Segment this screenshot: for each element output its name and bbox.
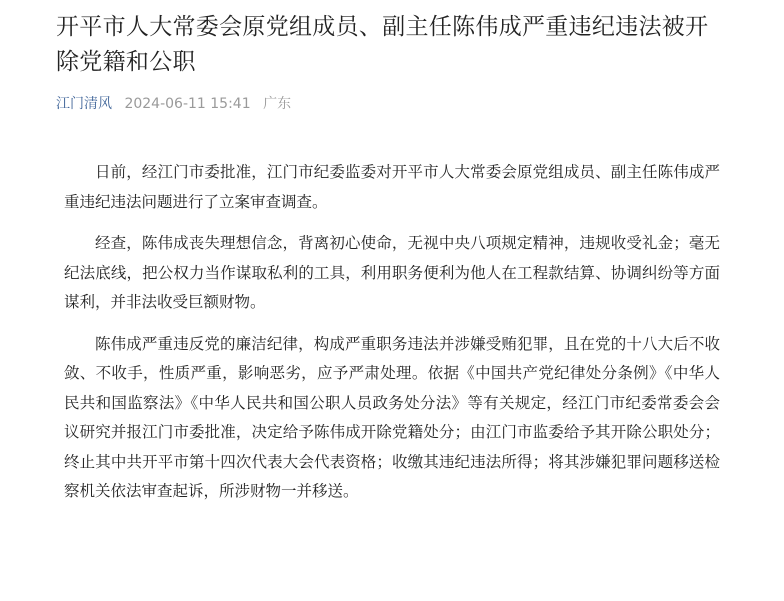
article-paragraph: 陈伟成严重违反党的廉洁纪律，构成严重职务违法并涉嫌受贿犯罪，且在党的十八大后不收敛、不收手，性质严重，影响恶劣，应予严肃处理。依据《中国共产党纪律处分条例》《中华人民共和国监察法》《中华人民共和国公职人员政务处分法》等有关规定，经江门市纪委常委会会议研究并报江门市委批准，决定给予陈伟成开除党籍处分；由江门市监委给予其开除公职处分；终止其中共开平市第十四次代表大会代表资格；收缴其违纪违法所得；将其涉嫌犯罪问题移送检察机关依法审查起诉，所涉财物一并移送。 <box>64 334 720 500</box>
article-meta <box>56 94 728 114</box>
article-source[interactable]: 江门清风 <box>56 96 112 112</box>
article-datetime: 2024-06-11 15:41 <box>124 96 251 112</box>
article-title: 开平市人大常委会原党组成员、副主任陈伟成严重违纪违法被开除党籍和公职 <box>56 14 709 75</box>
article-paragraph: 日前，经江门市委批准，江门市纪委监委对开平市人大常委会原党组成员、副主任陈伟成严重违纪违法问题进行了立案审查调查。 <box>64 163 720 211</box>
article-body <box>56 158 728 507</box>
article-paragraph: 经查，陈伟成丧失理想信念，背离初心使命，无视中央八项规定精神，违规收受礼金；毫无纪法底线，把公权力当作谋取私利的工具，利用职务便利为他人在工程款结算、协调纠纷等方面谋利，并非法收受巨额财物。 <box>64 234 720 311</box>
article-location: 广东 <box>263 96 292 112</box>
